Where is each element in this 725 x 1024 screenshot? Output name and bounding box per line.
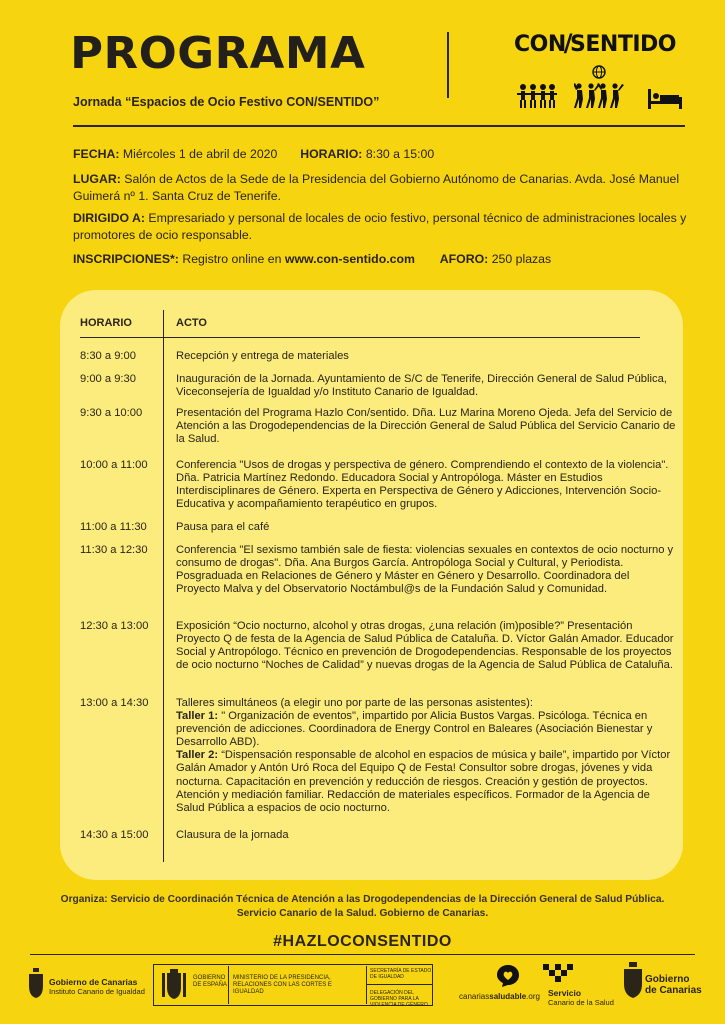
row-time: 9:30 a 10:00 — [80, 407, 143, 419]
secretaria-label: SECRETARÍA DE ESTADO DE IGUALDAD — [370, 968, 432, 980]
fecha-label: FECHA: — [73, 147, 120, 161]
col-header-acto: ACTO — [176, 317, 207, 329]
inscripciones-value: Registro online en — [182, 252, 282, 266]
hashtag: #HAZLOCONSENTIDO — [273, 933, 452, 950]
table-column-rule — [163, 310, 164, 862]
row-act: Clausura de la jornada — [176, 829, 289, 841]
people-holding-hands-icon — [517, 83, 557, 109]
row-act: Inauguración de la Jornada. Ayuntamiento de S/C de Tenerife, Dirección General de Salud Pública, Viceconsejería de Igualdad y/o Instituto Canario de Igualdad. — [176, 373, 667, 399]
row-time: 13:00 a 14:30 — [80, 697, 149, 709]
row-act: Pausa para el café — [176, 521, 270, 533]
row-time: 9:00 a 9:30 — [80, 373, 136, 385]
ministerio-label: MINISTERIO DE LA PRESIDENCIA, RELACIONES CON LAS CORTES E IGUALDAD — [233, 975, 332, 995]
footer-logos — [0, 960, 725, 1020]
dirigido-label: DIRIGIDO A: — [73, 211, 145, 225]
organiza-text: Organiza: Servicio de Coordinación Técnica de Atención a las Drogodependencias de la Dirección General de Salud Pública. Servicio Canario de la Salud. Gobierno de Canarias. — [60, 894, 665, 919]
taller-2: Taller 2: “Dispensación responsable de alcohol en espacios de música y baile”, impartido por Víctor Galán Amador y Antón Uró Roca del Equipo Q de Festa! Consultor sobre drogas, jóvenes y vida nocturna. Capacitación en prevención y reducción de riesgos. Creación y gestión de proyectos. Atención y mediación familiar. Redacción de materiales específicos. Formador de la Agencia de Salud Pública a espacios de ocio nocturno. — [176, 749, 671, 814]
dirigido-value: Empresariado y personal de locales de ocio festivo, personal técnico de administraciones locales y promotores de ocio responsable. — [73, 211, 687, 242]
canarias-shield-icon — [28, 968, 44, 998]
talleres-intro: Talleres simultáneos (a elegir uno por parte de las personas asistentes): — [176, 697, 533, 709]
taller-1: Taller 1: " Organización de eventos", impartido por Alicia Bustos Vargas. Psicóloga. Técnica en prevención de adicciones. Coordinadora de Energy Control en Baleares (Asociación Bienestar y Desarrollo ABD). — [176, 710, 653, 749]
footer-rule — [30, 954, 695, 955]
aforo-label: AFORO: — [439, 252, 489, 266]
gobcan-logo: Gobierno de Canarias — [645, 974, 702, 996]
inscripciones-line — [73, 251, 698, 268]
logo-wordmark: CON/SENTIDO — [514, 29, 676, 57]
row-time: 12:30 a 13:00 — [80, 620, 149, 632]
row-time: 11:00 a 11:30 — [80, 521, 147, 533]
scs-cross-icon — [543, 964, 573, 986]
scs-logo: Servicio Canario de la Salud — [548, 988, 614, 1007]
people-dancing-icon — [574, 83, 624, 109]
chat-heart-icon — [496, 964, 520, 988]
logo-globe-icon — [592, 65, 606, 79]
lugar-label: LUGAR: — [73, 172, 121, 186]
gobcan-ici-logo: Gobierno de Canarias Instituto Canario de Igualdad — [49, 977, 145, 996]
table-header-rule — [80, 337, 640, 338]
row-act: Conferencia "Usos de drogas y perspectiva de género. Comprendiendo el contexto de la violencia". Dña. Patricia Martínez Redondo. Educadora Social y Antropóloga. Máster en Estudios Interdisciplinares de Género. Experta en Perspectiva de Género y Adicciones, Intervención Socio-Educativa y acompañamiento terapéutico en grupos. — [176, 459, 669, 511]
inscripciones-label: INSCRIPCIONES*: — [73, 252, 179, 266]
header-rule — [73, 125, 685, 127]
fecha-line — [73, 146, 698, 163]
horario-value: 8:30 a 15:00 — [365, 147, 435, 161]
row-act: Recepción y entrega de materiales — [176, 350, 349, 362]
row-act — [176, 697, 676, 815]
ministerio-divider — [228, 966, 229, 1004]
row-act: Conferencia "El sexismo también sale de fiesta: violencias sexuales en contextos de ocio nocturno y consumo de drogas". Dña. Ana Burgos García. Antropóloga Social y Cultural, y Periodista. Posgraduada en Relaciones de Género y Máster en Género y Desarrollo. Coordinadora del Proyecto Malva y del Observatorio Noctámbul@s de la Fundación Salud y Comunidad. — [176, 544, 674, 596]
row-time: 8:30 a 9:00 — [80, 350, 136, 362]
delegacion-label: DELEGACIÓN DEL GOBIERNO PARA LA VIOLENCIA DE GÉNERO — [370, 990, 428, 1008]
row-act: Exposición “Ocio nocturno, alcohol y otras drogas, ¿una relación (im)posible?” Presentación Proyecto Q de festa de la Agencia de Salud Pública de Cataluña. D. Víctor Galán Amador. Educador Social y Antropólogo. Técnico en prevención de Drogodependencias. Responsable de los proyectos de ocio nocturno “Noches de Calidad” y nuevas drogas de la Agencia de Salud Pública de Cataluña. — [176, 620, 674, 672]
registration-link[interactable]: www.con-sentido.com — [284, 252, 415, 266]
dirigido-line — [73, 210, 698, 243]
page-subtitle: Jornada “Espacios de Ocio Festivo CON/SENTIDO” — [73, 95, 380, 109]
row-time: 10:00 a 11:00 — [80, 459, 148, 471]
header-divider — [447, 32, 449, 98]
row-time: 11:30 a 12:30 — [80, 544, 148, 556]
fecha-value: Miércoles 1 de abril de 2020 — [122, 147, 278, 161]
horario-label: HORARIO: — [300, 147, 363, 161]
gobierno-espana-label: GOBIERNO DE ESPAÑA — [193, 975, 227, 988]
aforo-value: 250 plazas — [491, 252, 552, 266]
canariassaludable-logo: canariassaludable.org — [459, 992, 540, 1001]
page-title: PROGRAMA — [70, 28, 366, 79]
row-act: Presentación del Programa Hazlo Con/sentido. Dña. Luz Marina Moreno Ojeda. Jefa del Servicio de Atención a las Drogodependencias de la Dirección General de Salud Pública del Servicio Canario de la Salud. — [176, 407, 676, 446]
col-header-horario: HORARIO — [80, 317, 132, 329]
secretaria-divider — [366, 966, 367, 1004]
row-time: 14:30 a 15:00 — [80, 829, 149, 841]
consentido-logo — [514, 29, 684, 109]
lugar-line — [73, 171, 698, 204]
canarias-shield-icon — [623, 962, 643, 998]
lugar-value: Salón de Actos de la Sede de la Presidencia del Gobierno Autónomo de Canarias. Avda. José Manuel Guimerá nº 1. Santa Cruz de Tenerife. — [73, 172, 680, 203]
secretaria-rule — [367, 984, 433, 985]
spain-coat-of-arms-icon — [162, 969, 186, 1001]
person-in-bed-icon — [648, 87, 682, 109]
